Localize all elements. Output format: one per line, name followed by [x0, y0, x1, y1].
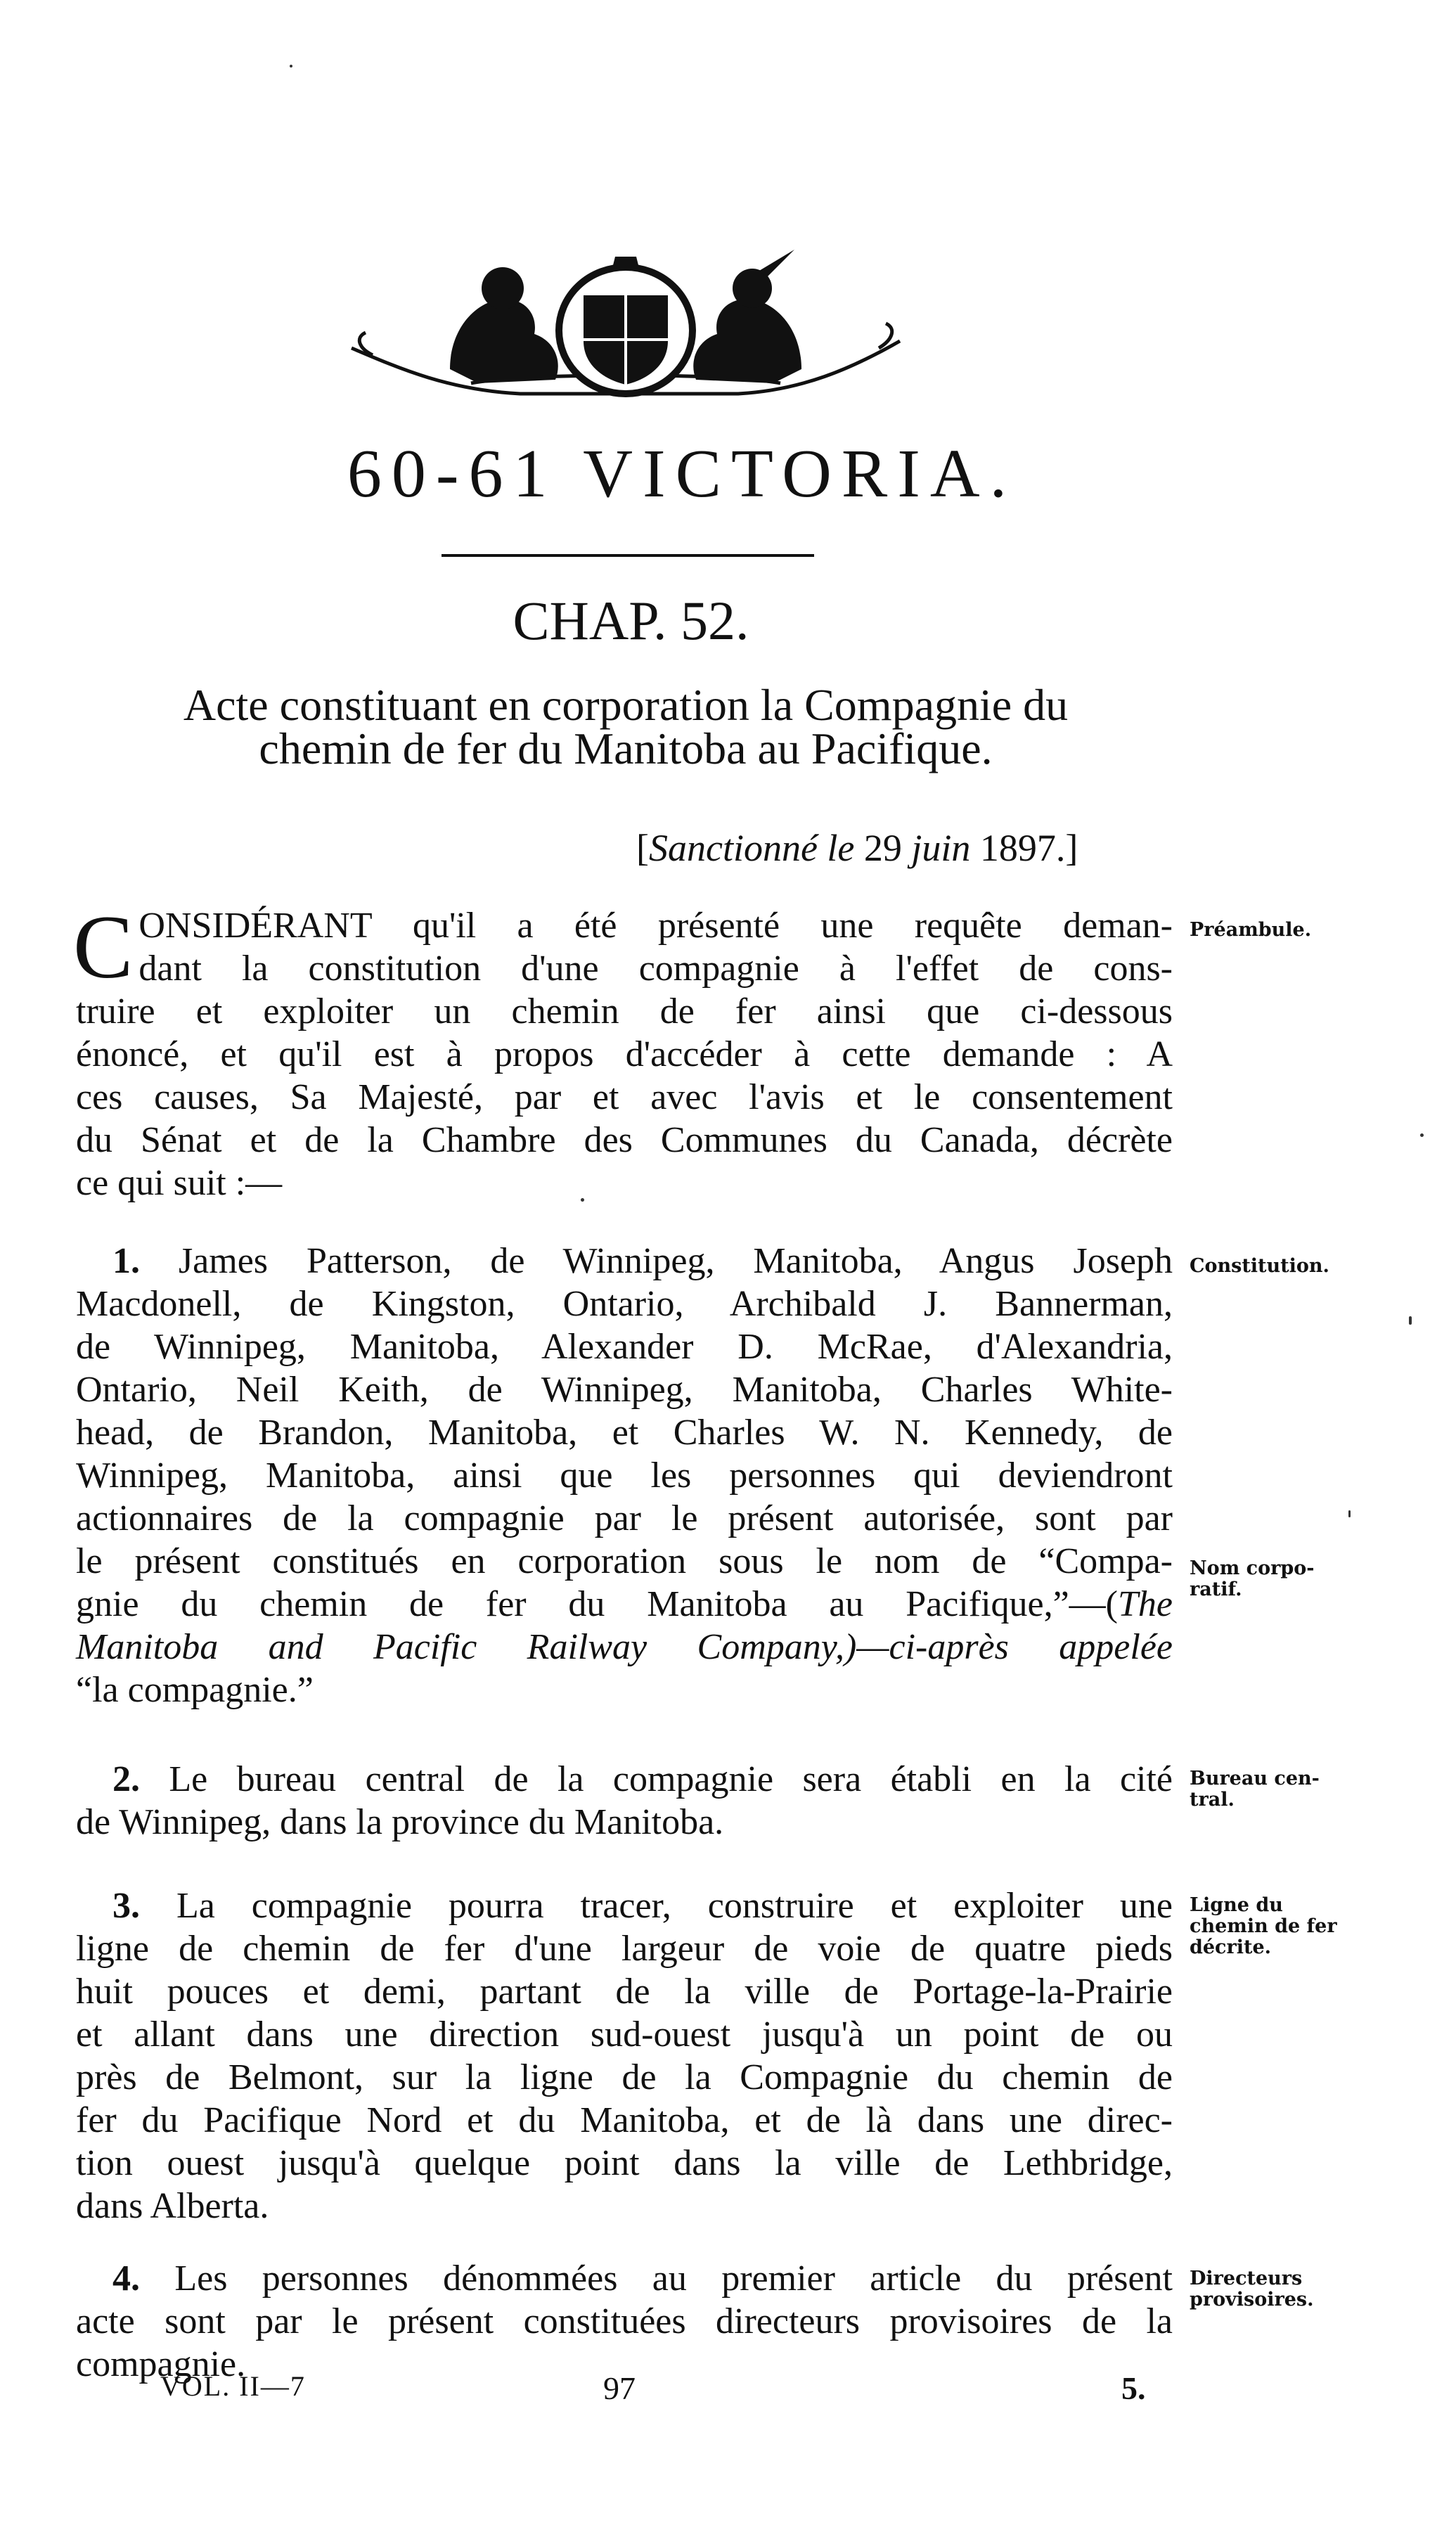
catchword: 5.	[1121, 2370, 1146, 2406]
act-title-line: Acte constituant en corporation la Compagnie du	[183, 680, 1069, 730]
margin-note-head-office: Bureau cen- tral.	[1190, 1768, 1320, 1811]
sanction-label: Sanctionné le	[648, 827, 855, 869]
text-line	[76, 1758, 1173, 1801]
act-title	[74, 680, 1178, 773]
text-line	[76, 1240, 1173, 1283]
text-line	[76, 2257, 1173, 2300]
sanction-bracket: [	[636, 827, 649, 869]
sanction-month: juin	[911, 827, 971, 869]
page-number: 97	[603, 2370, 636, 2406]
text-line: énoncé, et qu'il est à propos d'accéder à cette demande : A	[76, 1034, 1173, 1074]
preamble-paragraph	[73, 897, 1173, 1204]
text-line: ligne de chemin de fer d'une largeur de voie de quatre pieds	[76, 1929, 1173, 1969]
text-line	[76, 1583, 1173, 1626]
scan-speck	[1348, 1510, 1351, 1517]
scan-speck	[581, 1198, 584, 1202]
text-fragment: Le bureau central de la compagnie sera établi en la cité	[169, 1759, 1173, 1799]
reign-heading: 60-61 VICTORIA.	[347, 436, 1017, 512]
text-line: près de Belmont, sur la ligne de la Compagnie du chemin de	[76, 2057, 1173, 2097]
text-line: dans Alberta.	[76, 2186, 269, 2226]
scan-speck	[1409, 1316, 1412, 1325]
sanction-date	[636, 826, 1078, 870]
section-number: 2.	[112, 1759, 140, 1799]
text-line: dant la constitution d'une compagnie à l'effet de cons-	[138, 949, 1173, 989]
text-line: truire et exploiter un chemin de fer ainsi que ci-dessous	[76, 991, 1173, 1031]
text-fragment: gnie du chemin de fer du Manitoba au Pacifique,”—(	[76, 1584, 1118, 1624]
section-1	[76, 1240, 1173, 1711]
text-line: compagnie.	[76, 2344, 246, 2384]
sanction-year: 1897.]	[970, 827, 1078, 869]
chapter-heading: CHAP. 52.	[513, 590, 749, 651]
drop-cap: C	[73, 897, 134, 997]
act-title-line: chemin de fer du Manitoba au Pacifique.	[259, 724, 993, 773]
text-line: Winnipeg, Manitoba, ainsi que les personnes qui deviendront	[76, 1455, 1173, 1496]
text-line: et allant dans une direction sud-ouest jusqu'à un point de ou	[76, 2014, 1173, 2055]
text-line	[76, 1884, 1173, 1927]
text-line: Macdonell, de Kingston, Ontario, Archibald J. Bannerman,	[76, 1284, 1173, 1324]
scan-speck	[1420, 1133, 1424, 1137]
margin-note-preamble: Préambule.	[1190, 919, 1312, 941]
text-line: de Winnipeg, dans la province du Manitoba.	[76, 1802, 724, 1842]
text-line: tion ouest jusqu'à quelque point dans la ville de Lethbridge,	[76, 2143, 1173, 2183]
margin-note-constitution: Constitution.	[1190, 1255, 1329, 1277]
text-line: acte sont par le présent constituées directeurs provisoires de la	[76, 2301, 1173, 2341]
text-line: de Winnipeg, Manitoba, Alexander D. McRae, d'Alexandria,	[76, 1327, 1173, 1367]
text-line: fer du Pacifique Nord et du Manitoba, et de là dans une direc-	[76, 2100, 1173, 2140]
text-line: ces causes, Sa Majesté, par et avec l'avis et le consentement	[76, 1077, 1173, 1117]
section-2	[76, 1758, 1173, 1844]
text-fragment: La compagnie pourra tracer, construire et exploiter une	[176, 1886, 1173, 1926]
text-line: huit pouces et demi, partant de la ville de Portage-la-Prairie	[76, 1972, 1173, 2012]
section-3	[76, 1884, 1173, 2228]
text-line: Manitoba and Pacific Railway Company,)—ci-après appelée	[76, 1627, 1173, 1667]
section-number: 1.	[112, 1241, 140, 1281]
margin-note-line-described: Ligne du chemin de fer décrite.	[1190, 1894, 1337, 1958]
volume-signature: VOL. II—7	[160, 2370, 306, 2402]
text-line: Ontario, Neil Keith, de Winnipeg, Manitoba, Charles White-	[76, 1370, 1173, 1410]
italic-fragment: The	[1118, 1584, 1173, 1624]
sanction-day: 29	[854, 827, 912, 869]
text-line: head, de Brandon, Manitoba, et Charles W. N. Kennedy, de	[76, 1413, 1173, 1453]
text-line: actionnaires de la compagnie par le présent autorisée, sont par	[76, 1498, 1173, 1538]
text-line: le présent constitués en corporation sous le nom de “Compa-	[76, 1541, 1173, 1581]
text-line: du Sénat et de la Chambre des Communes du Canada, décrète	[76, 1120, 1173, 1160]
section-number: 4.	[112, 2258, 140, 2299]
scan-speck	[290, 65, 292, 68]
margin-note-directors: Directeurs provisoires.	[1190, 2268, 1314, 2310]
section-number: 3.	[112, 1886, 140, 1926]
text-fragment: Les personnes dénommées au premier article du présent	[174, 2258, 1173, 2299]
text-line: ONSIDÉRANT qu'il a été présenté une requête deman-	[138, 906, 1173, 946]
margin-note-corporate-name: Nom corpo- ratif.	[1190, 1557, 1315, 1600]
text-fragment: James Patterson, de Winnipeg, Manitoba, Angus Joseph	[178, 1241, 1173, 1281]
royal-coat-of-arms-icon	[344, 250, 907, 418]
section-4	[76, 2257, 1173, 2386]
heading-divider	[442, 554, 814, 557]
text-line: “la compagnie.”	[76, 1670, 314, 1710]
text-line: ce qui suit :—	[76, 1163, 283, 1203]
